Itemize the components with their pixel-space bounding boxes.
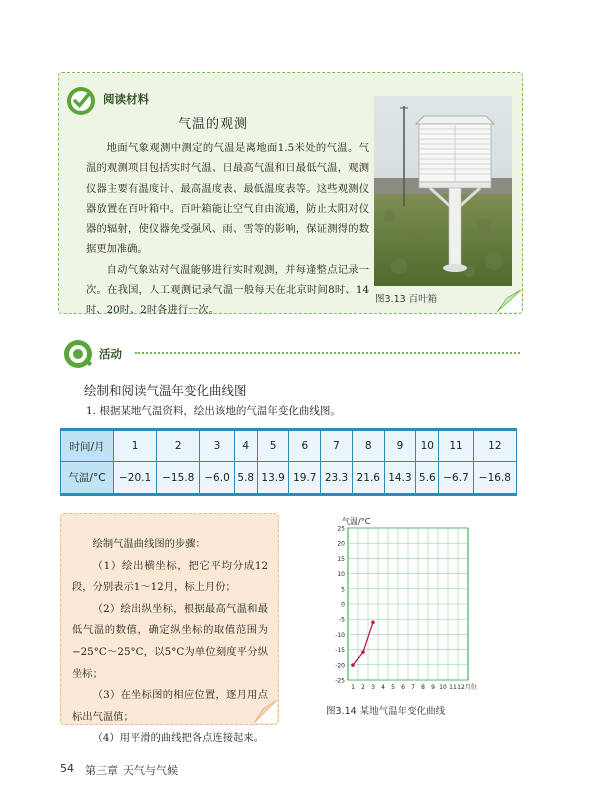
chart-y-tick-label: -15 bbox=[335, 647, 345, 655]
table-cell: −16.8 bbox=[473, 462, 516, 495]
table-cell: −15.8 bbox=[157, 462, 200, 495]
temperature-table bbox=[60, 428, 517, 496]
reading-material-icon bbox=[66, 86, 96, 116]
reading-body bbox=[86, 138, 369, 321]
chart-grid bbox=[348, 528, 468, 680]
steps-line: （3）在坐标图的相应位置，逐月用点标出气温值； bbox=[72, 689, 268, 723]
activity-heading: 绘制和阅读气温年变化曲线图 bbox=[84, 383, 247, 398]
photo-caption: 图3.13 百叶箱 bbox=[375, 294, 438, 305]
activity-icon bbox=[63, 339, 93, 369]
table-cell: 7 bbox=[321, 430, 353, 462]
reading-title: 气温的观测 bbox=[178, 117, 249, 132]
chart-y-tick-label: -10 bbox=[335, 631, 345, 639]
chart-x-tick-label: 9 bbox=[431, 684, 435, 691]
chart-caption: 图3.14 某地气温年变化曲线 bbox=[326, 706, 446, 717]
chart-x-tick-label: 10 bbox=[439, 684, 447, 691]
chapter-label: 第三章 bbox=[85, 764, 118, 777]
table-cell: 11 bbox=[439, 430, 473, 462]
chart-x-tick-label: 3 bbox=[371, 684, 375, 691]
reading-paragraph: 自动气象站对气温能够进行实时观测，并每逢整点记录一次。在我国，人工观测记录气温一般每天在北京时间8时、14时、20时、2时各进行一次。 bbox=[86, 263, 369, 317]
table-cell: 19.7 bbox=[289, 462, 321, 495]
table-header-temp: 气温/°C bbox=[61, 462, 114, 495]
chart-point bbox=[351, 663, 355, 667]
steps-line: （2）绘出纵坐标，根据最高气温和最低气温的数值，确定纵坐标的取值范围为−25°C～25°C，以5°C为单位刻度平分纵坐标； bbox=[72, 602, 268, 680]
activity-label: 活动 bbox=[99, 347, 122, 361]
chart-x-tick-label: 5 bbox=[391, 684, 395, 691]
chart-x-tick-label: 11 bbox=[449, 684, 457, 691]
table-row-temps bbox=[61, 462, 517, 495]
chart-y-tick-label: 5 bbox=[341, 586, 345, 594]
table-cell: 5.8 bbox=[234, 462, 257, 495]
chart-y-ticks bbox=[335, 526, 345, 685]
page-fold-corner bbox=[497, 290, 521, 312]
table-cell: 21.6 bbox=[352, 462, 384, 495]
dotted-divider bbox=[135, 352, 520, 354]
chapter-title: 天气与气候 bbox=[123, 764, 178, 777]
table-cell: 6 bbox=[289, 430, 321, 462]
table-cell: 3 bbox=[200, 430, 234, 462]
table-cell: 12 bbox=[473, 430, 516, 462]
table-cell: 14.3 bbox=[384, 462, 416, 495]
table-cell: 9 bbox=[384, 430, 416, 462]
chart-y-tick-label: -25 bbox=[335, 677, 345, 685]
chart-y-tick-label: -20 bbox=[335, 662, 345, 670]
activity-instruction: 1. 根据某地气温资料，绘出该地的气温年变化曲线图。 bbox=[86, 405, 341, 417]
chart-point bbox=[361, 650, 365, 654]
chart-x-tick-label: 4 bbox=[381, 684, 385, 691]
stevenson-screen-photo bbox=[374, 96, 512, 286]
chart-x-tick-label: 12月份 bbox=[457, 684, 477, 691]
chart-y-tick-label: 15 bbox=[337, 555, 345, 563]
table-cell: 5 bbox=[257, 430, 289, 462]
table-cell: −20.1 bbox=[114, 462, 157, 495]
chart-x-tick-label: 7 bbox=[411, 684, 415, 691]
chart-x-tick-label: 8 bbox=[421, 684, 425, 691]
chart-x-tick-label: 1 bbox=[351, 684, 355, 691]
table-cell: −6.7 bbox=[439, 462, 473, 495]
table-cell: 5.6 bbox=[416, 462, 439, 495]
table-cell: −6.0 bbox=[200, 462, 234, 495]
chart-y-tick-label: -5 bbox=[339, 616, 345, 624]
page-number: 54 bbox=[60, 762, 74, 775]
chart-x-ticks bbox=[351, 683, 477, 691]
table-cell: 13.9 bbox=[257, 462, 289, 495]
chart-y-tick-label: 25 bbox=[337, 525, 345, 533]
table-row-months bbox=[61, 430, 517, 462]
chart-y-tick-label: 10 bbox=[337, 571, 345, 579]
chart-x-tick-label: 2 bbox=[361, 684, 365, 691]
reading-paragraph: 地面气象观测中测定的气温是离地面1.5米处的气温。气温的观测项目包括实时气温、日最高气温和日最低气温，观测仪器主要有温度计、最高温度表、最低温度表等。这些观测仪器放置在百叶箱中。百叶箱能让空气自由流通，防止太阳对仪器的辐射，使仪器免受强风、雨、雪等的影响，保证测得的数据更加准确。 bbox=[86, 142, 369, 256]
table-cell: 10 bbox=[416, 430, 439, 462]
steps-line: （4）用平滑的曲线把各点连接起来。 bbox=[92, 732, 264, 745]
table-cell: 8 bbox=[352, 430, 384, 462]
table-header-month: 时间/月 bbox=[61, 430, 114, 462]
chart-x-tick-label: 6 bbox=[401, 684, 405, 691]
chart-point bbox=[371, 620, 375, 624]
temperature-line-chart bbox=[318, 514, 488, 699]
reading-material-label: 阅读材料 bbox=[103, 92, 149, 106]
table-cell: 4 bbox=[234, 430, 257, 462]
table-cell: 2 bbox=[157, 430, 200, 462]
steps-line: （1）绘出横坐标，把它平均分成12段，分别表示1～12月，标上月份； bbox=[72, 559, 268, 594]
chart-y-tick-label: 20 bbox=[337, 540, 345, 548]
table-cell: 1 bbox=[114, 430, 157, 462]
steps-text bbox=[72, 534, 268, 750]
steps-line: 绘制气温曲线图的步骤： bbox=[92, 538, 206, 550]
chart-y-label: 气温/°C bbox=[342, 517, 371, 526]
table-cell: 23.3 bbox=[321, 462, 353, 495]
chart-y-tick-label: 0 bbox=[341, 601, 345, 609]
